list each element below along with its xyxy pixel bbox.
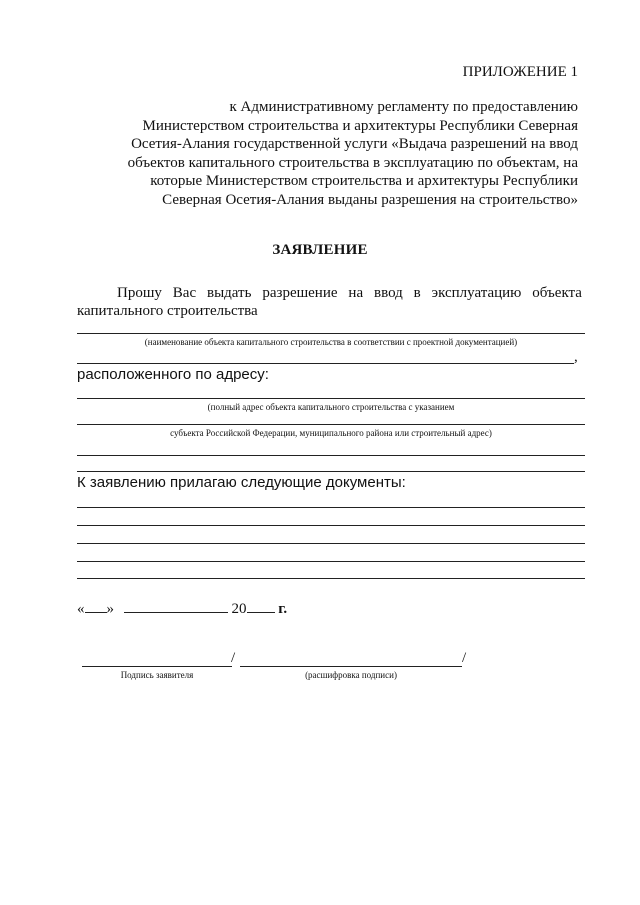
comma: , [574,349,578,365]
attachment-line[interactable] [77,578,585,579]
reference-line: Северная Осетия-Алания выданы разрешения на строительство» [162,191,578,208]
attachment-line[interactable] [77,543,585,544]
reference-line: которые Министерством строительства и архитектуры Республики [150,173,578,189]
request-word: в [413,285,421,301]
year-field[interactable] [247,598,275,613]
month-field[interactable] [124,598,228,613]
open-quote: « [77,601,85,617]
address-field-1[interactable] [77,398,585,399]
address-field-2[interactable] [77,424,585,425]
signature-hint: Подпись заявителя [120,670,194,680]
attachment-line[interactable] [77,507,585,508]
reference-line: к Административному регламенту по предоставлению [229,99,578,115]
request-word: ввод [374,285,403,301]
attachment-line[interactable] [77,525,585,526]
signature-field[interactable] [82,666,232,667]
close-quote: » [106,601,114,617]
form-title: ЗАЯВЛЕНИЕ [272,242,368,258]
address-hint-1: (полный адрес объекта капитального строительства с указанием [207,402,455,412]
request-word: на [348,285,364,301]
slash: / [462,650,467,666]
request-line-1 [77,284,582,302]
object-name-field[interactable] [77,333,585,334]
year-suffix: г. [278,601,288,617]
attachments-label: К заявлению прилагаю следующие документы: [77,474,406,491]
address-field-4[interactable] [77,471,585,472]
signature-decoding-field[interactable] [240,666,462,667]
reference-line: Осетия-Алания государственной услуги «Выдача разрешений на ввод [131,136,578,152]
date-row [77,598,287,618]
request-paragraph [77,284,582,320]
appendix-label: ПРИЛОЖЕНИЕ 1 [462,64,578,80]
slash: / [231,650,236,666]
object-name-field-2[interactable] [77,363,574,364]
day-field[interactable] [85,598,107,613]
address-field-3[interactable] [77,455,585,456]
object-name-hint: (наименование объекта капитального строительства в соответствии с проектной документацией) [144,337,518,347]
century: 20 [231,601,247,617]
request-word: Прошу [117,285,162,301]
request-word: выдать [207,285,252,301]
attachment-line[interactable] [77,561,585,562]
decoding-hint: (расшифровка подписи) [305,670,397,680]
located-at-label: расположенного по адресу: [77,366,269,383]
regulation-reference [108,98,578,209]
request-word: разрешение [262,285,338,301]
request-word: эксплуатацию [431,285,522,301]
request-line-2: капитального строительства [77,303,258,319]
address-hint-2: субъекта Российской Федерации, муниципального района или строительный адрес) [170,428,492,438]
request-word: Вас [172,285,197,301]
reference-line: Министерством строительства и архитектуры Республики Северная [142,117,578,134]
request-word: объекта [532,285,582,301]
reference-line: объектов капитального строительства в эксплуатацию по объектам, на [127,154,578,171]
